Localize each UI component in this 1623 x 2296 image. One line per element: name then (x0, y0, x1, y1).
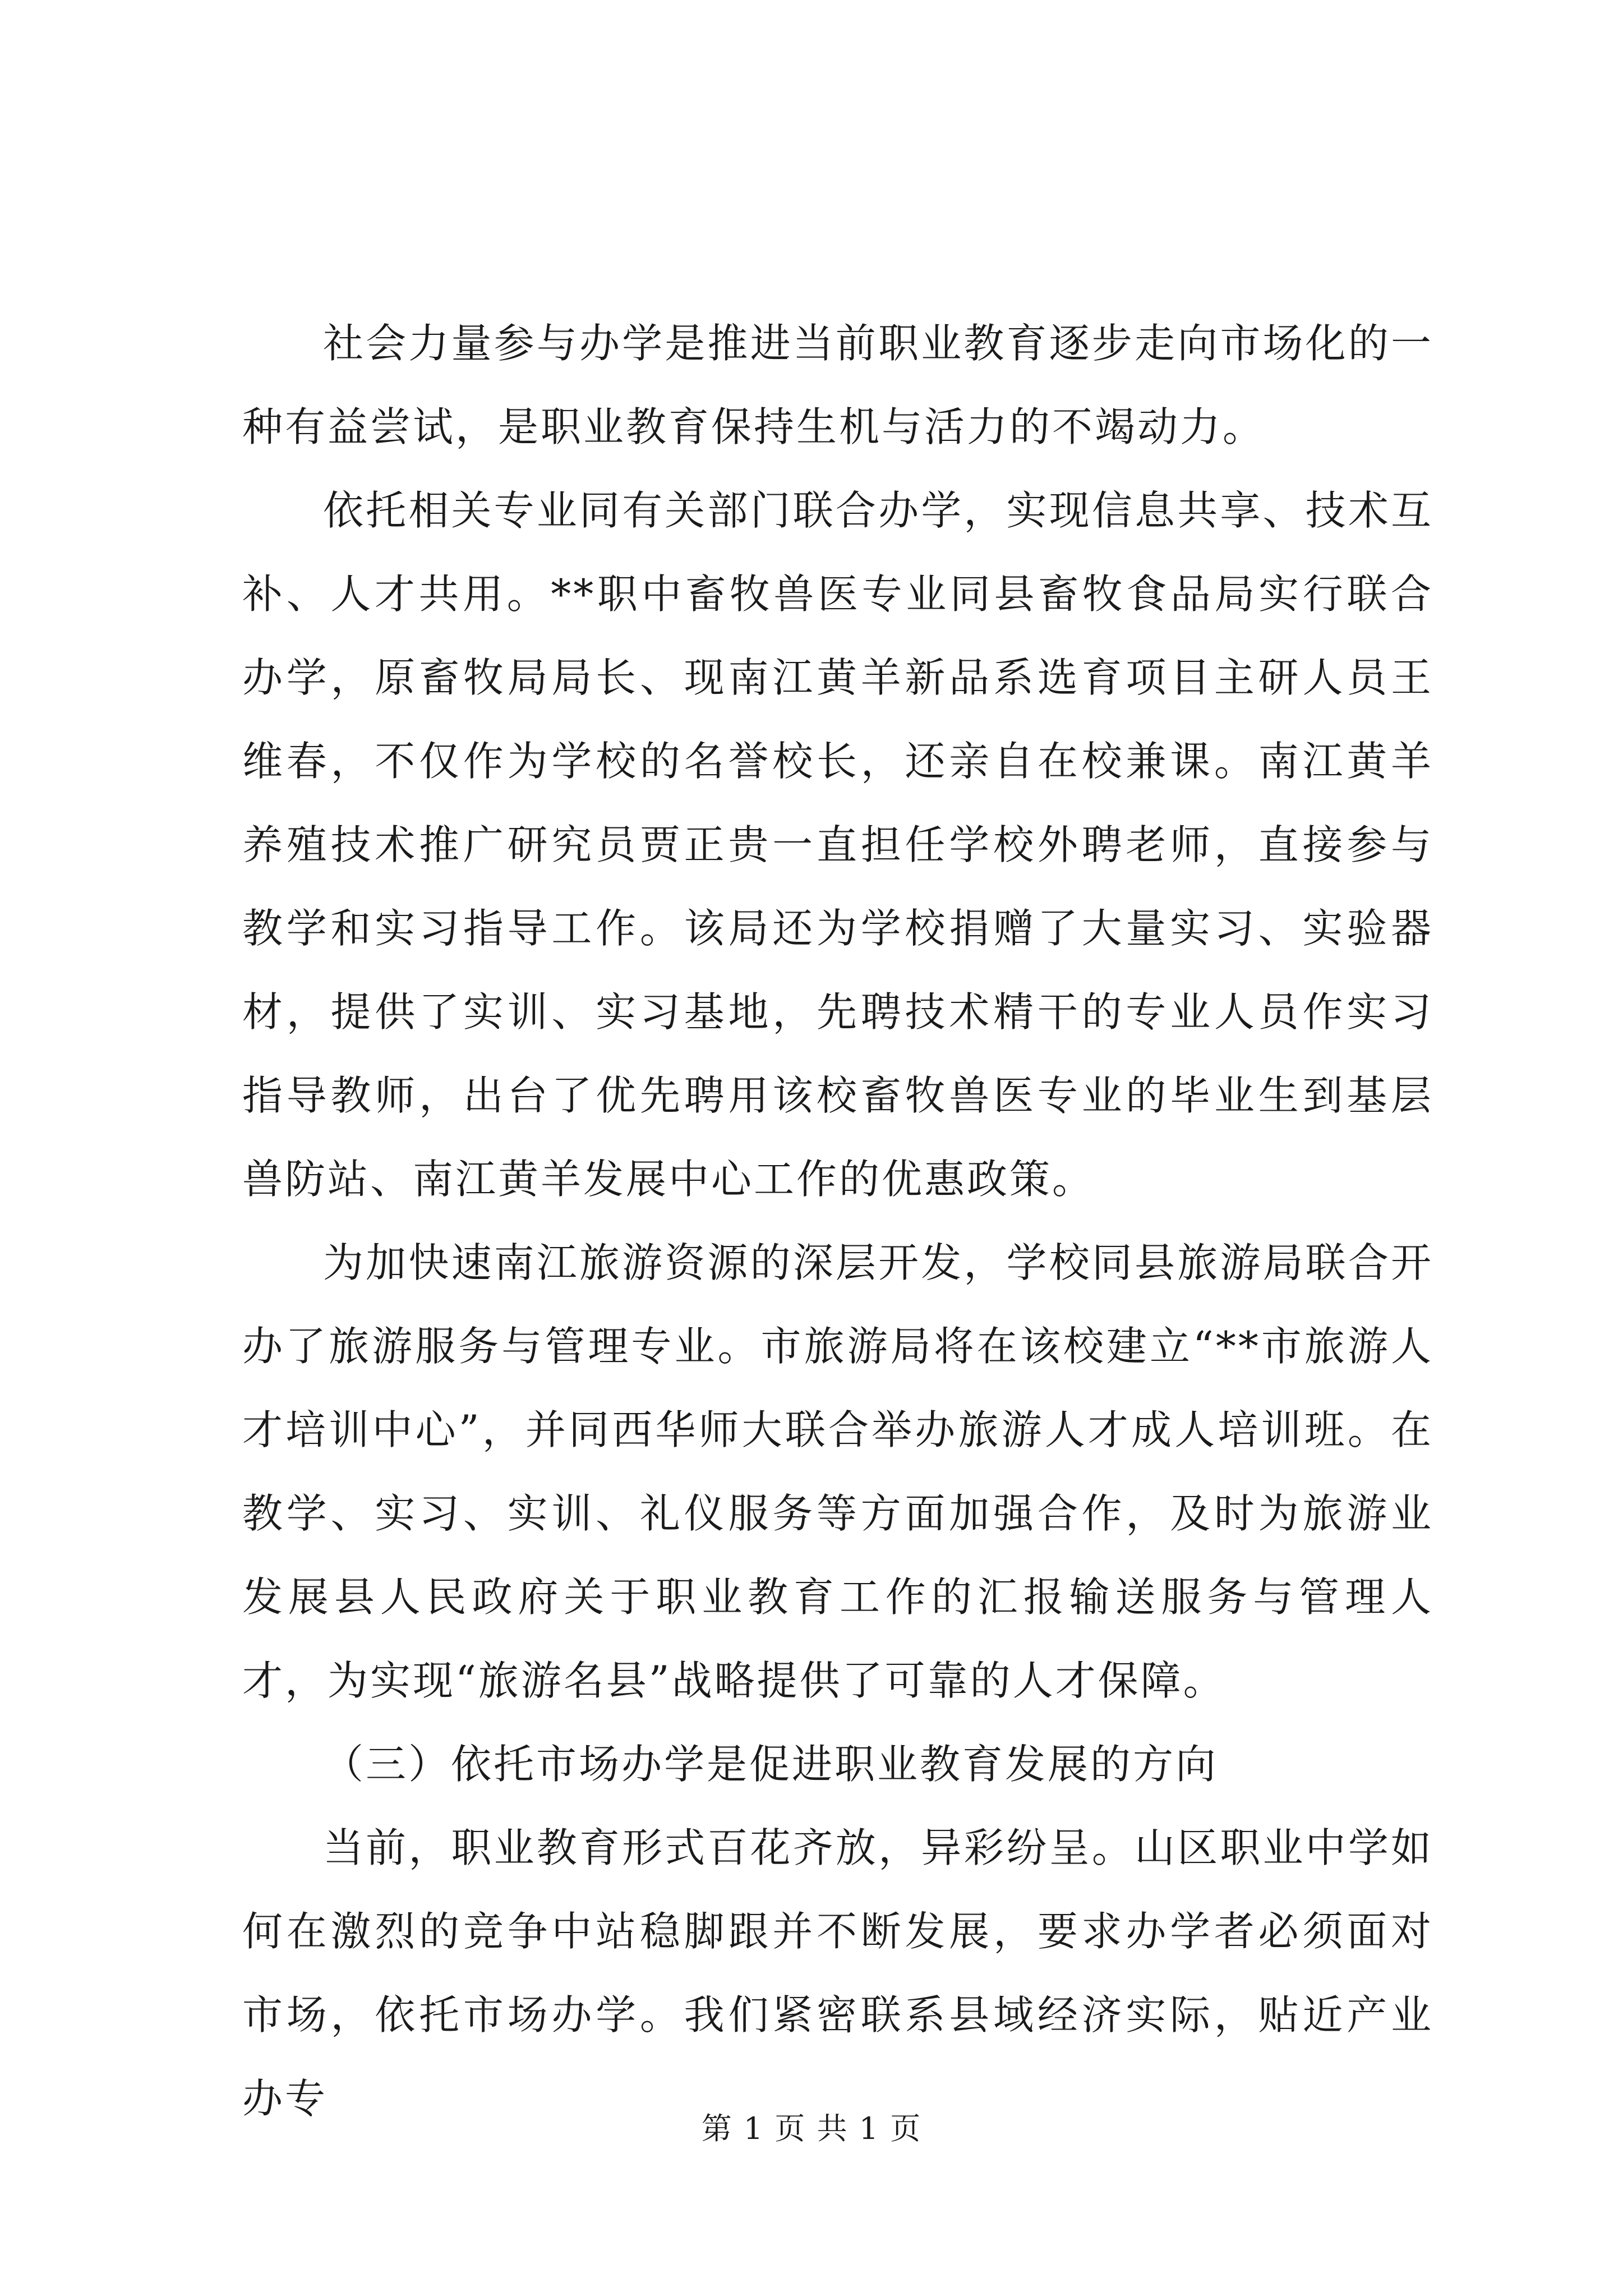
paragraph-market-oriented: 当前，职业教育形式百花齐放，异彩纷呈。山区职业中学如何在激烈的竞争中站稳脚跟并不断发展，要求办学者必须面对市场，依托市场办学。我们紧密联系县域经济实际，贴近产业办专 (242, 1824, 1433, 2122)
page-footer: 第 1 页 共 1 页 (701, 2111, 922, 2146)
paragraph-tourism-program: 为加快速南江旅游资源的深层开发，学校同县旅游局联合开办了旅游服务与管理专业。市旅游局将在该校建立“**市旅游人才培训中心”，并同西华师大联合举办旅游人才成人培训班。在教学、实习、实训、礼仪服务等方面加强合作，及时为旅游业发展县人民政府关于职业教育工作的汇报输送服务与管理人才，为实现“旅游名县”战略提供了可靠的人才保障。 (242, 1239, 1433, 1704)
paragraph-social-forces: 社会力量参与办学是推进当前职业教育逐步走向市场化的一种有益尝试，是职业教育保持生机与活力的不竭动力。 (242, 320, 1433, 450)
paragraph-joint-schooling-livestock: 依托相关专业同有关部门联合办学，实现信息共享、技术互补、人才共用。**职中畜牧兽医专业同县畜牧食品局实行联合办学，原畜牧局局长、现南江黄羊新品系选育项目主研人员王维春，不仅作为学校的名誉校长，还亲自在校兼课。南江黄羊养殖技术推广研究员贾正贵一直担任学校外聘老师，直接参与教学和实习指导工作。该局还为学校捐赠了大量实习、实验器材，提供了实训、实习基地，先聘技术精干的专业人员作实习指导教师，出台了优先聘用该校畜牧兽医专业的毕业生到基层兽防站、南江黄羊发展中心工作的优惠政策。 (242, 487, 1433, 1203)
section-heading-market: （三）依托市场办学是促进职业教育发展的方向 (323, 1741, 1219, 1788)
document-body (242, 302, 1433, 2141)
